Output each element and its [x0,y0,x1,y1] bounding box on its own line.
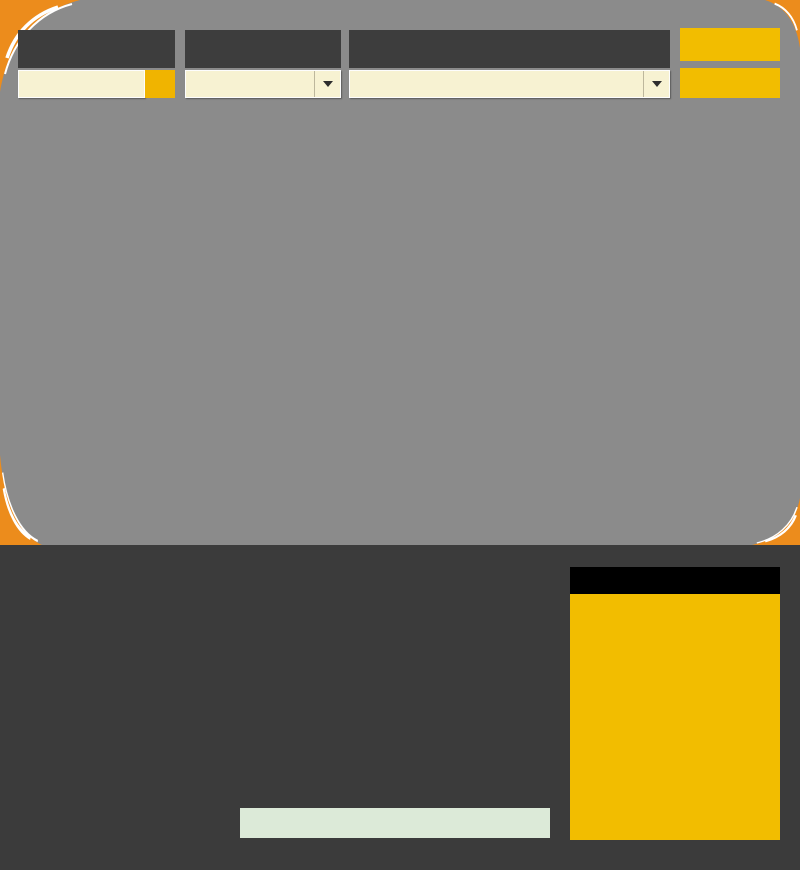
players-header [185,30,341,68]
players-select[interactable] [185,70,341,98]
players-waiting-header [349,30,670,68]
save-ftp-button[interactable] [680,68,780,98]
version-label [240,808,550,838]
player-name-input[interactable] [18,70,145,98]
corner-ornament-bottom-right [752,498,800,545]
player-score-header [570,567,780,594]
players-waiting-select[interactable] [349,70,670,98]
dropdown-arrow-icon[interactable] [314,71,340,97]
dropdown-arrow-icon[interactable] [643,71,669,97]
corner-ornament-bottom-left [0,455,42,545]
player-name-header [18,30,175,68]
send-button[interactable] [680,28,780,61]
player-level-badge [145,70,175,98]
player-score-text [570,594,780,840]
statistics-panel [0,545,800,870]
